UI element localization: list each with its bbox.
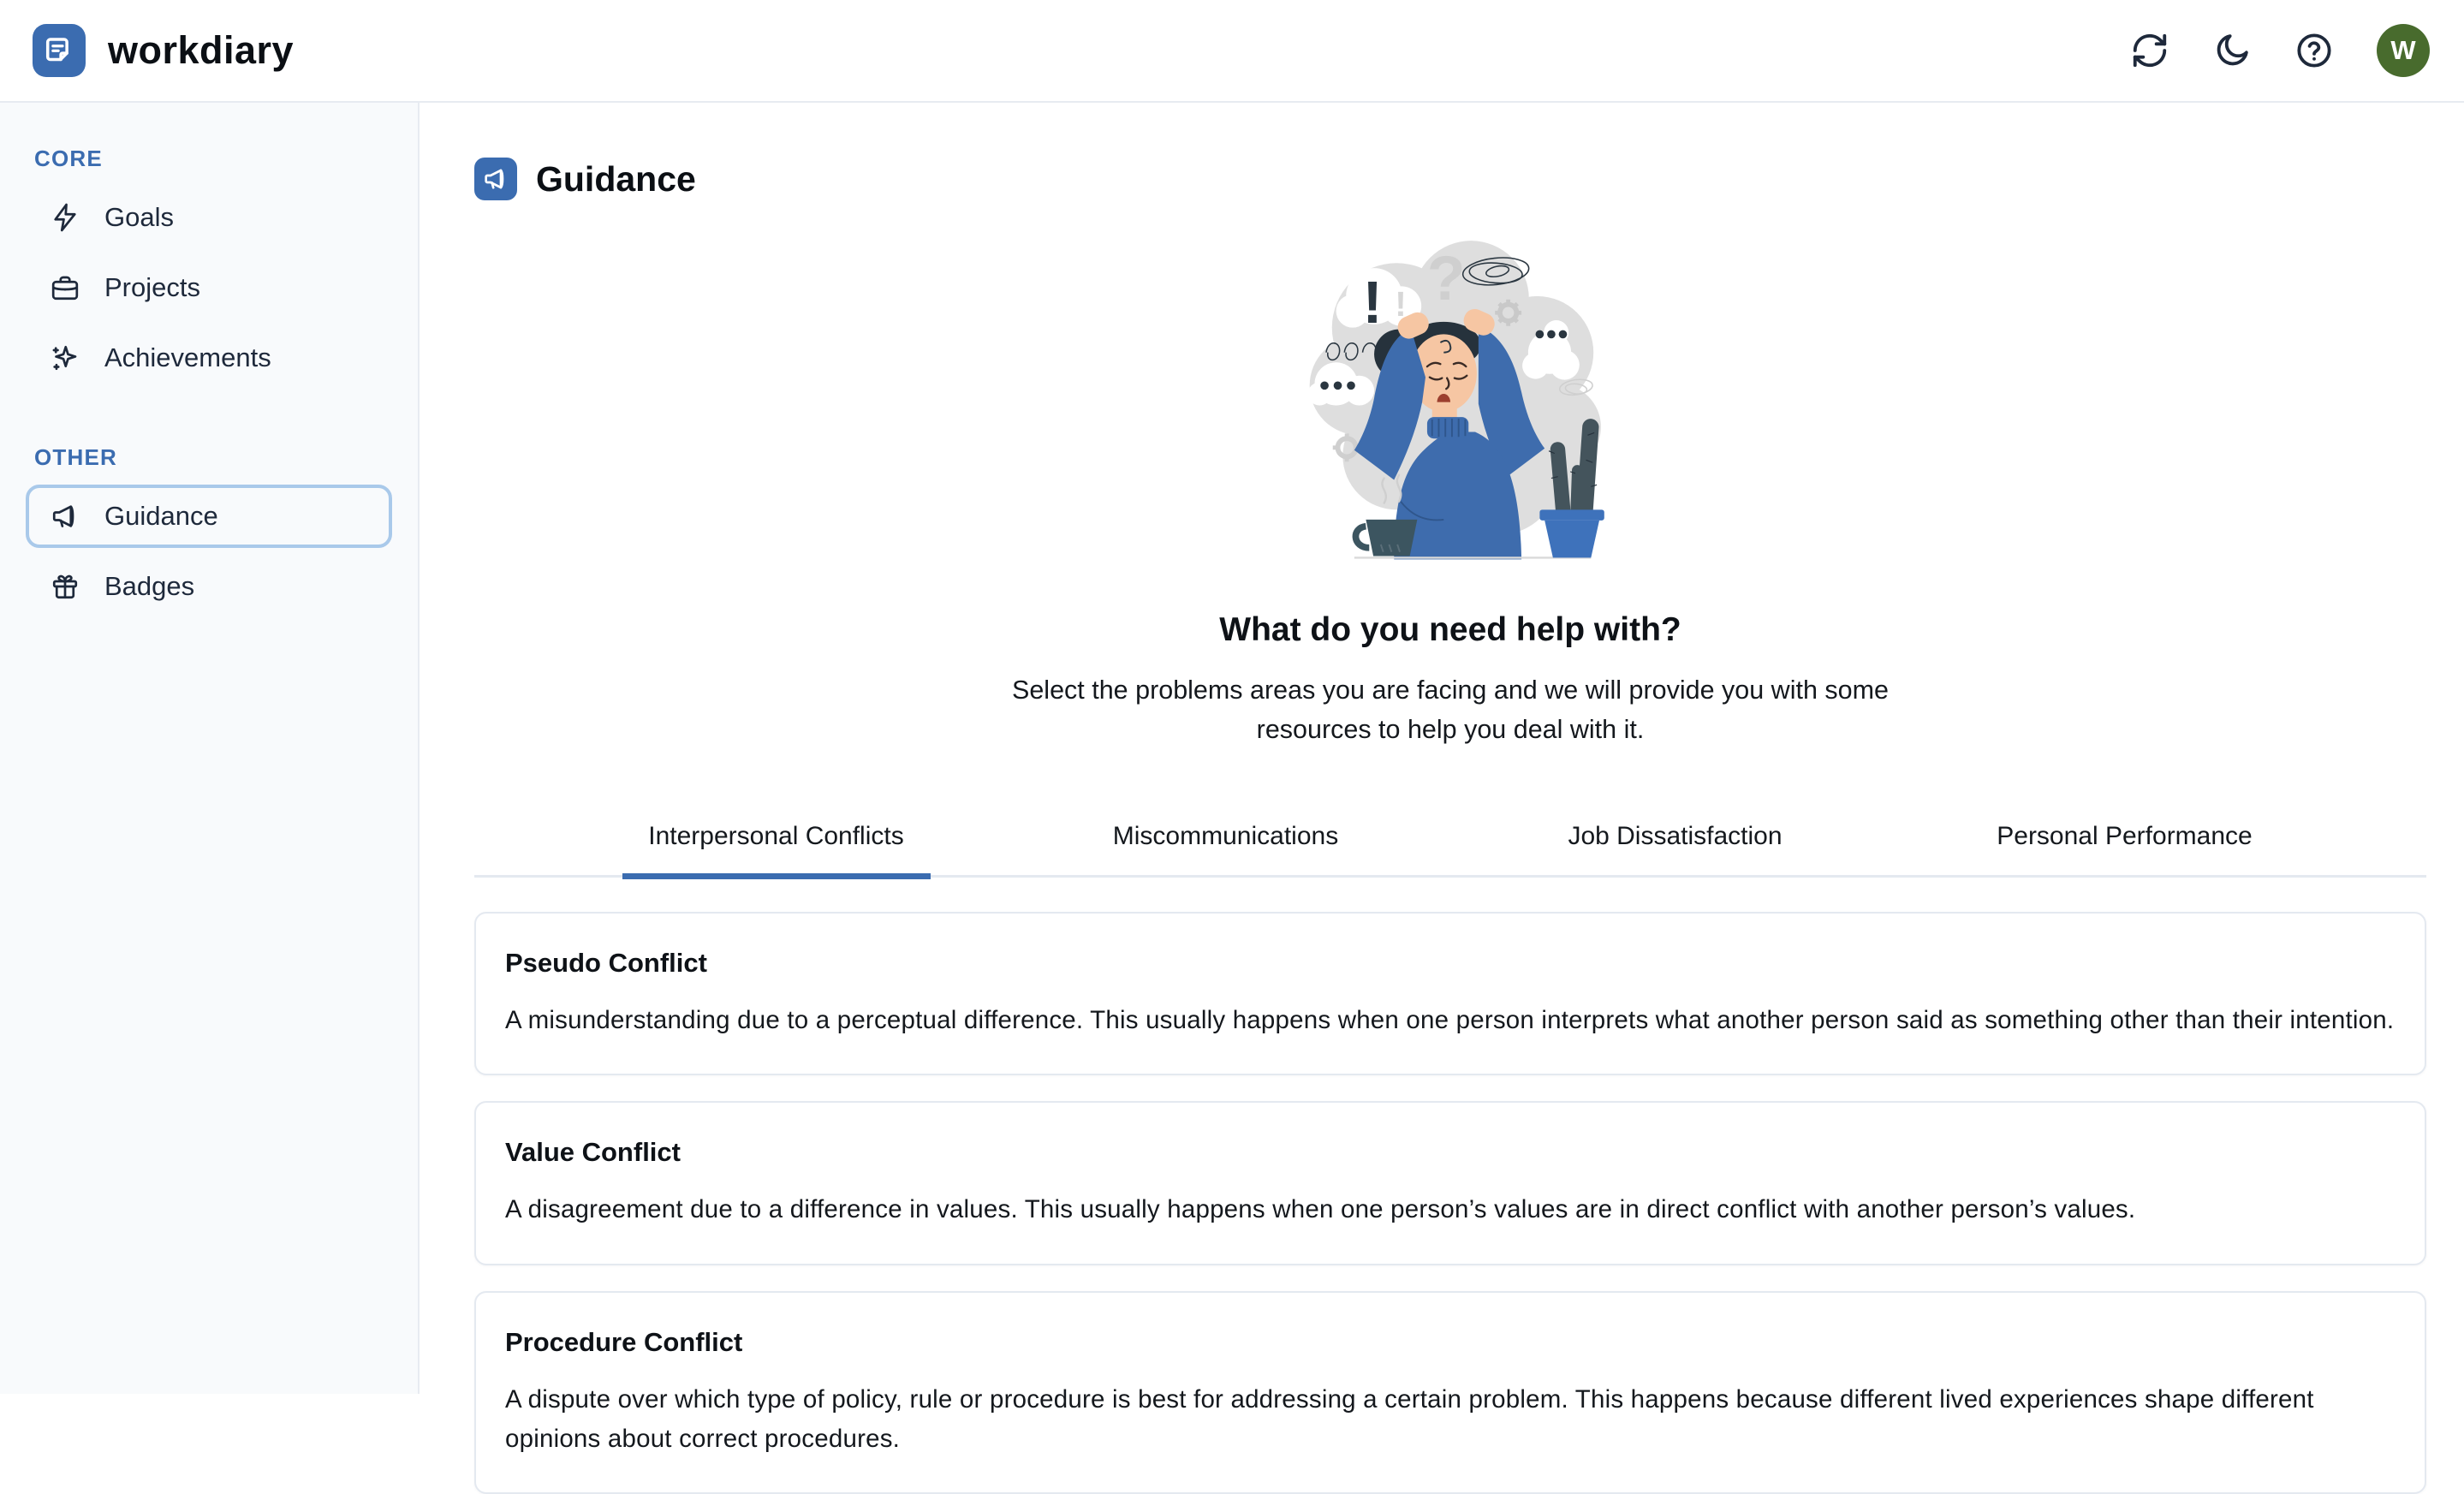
card-description: A misunderstanding due to a perceptual difference. This usually happens when one person interprets what another person said as something other than their intention.: [505, 1001, 2396, 1040]
card-title: Pseudo Conflict: [505, 948, 2396, 979]
sidebar-item-goals[interactable]: [26, 186, 392, 249]
tab-bar: [474, 822, 2426, 878]
card-pseudo-conflict[interactable]: [474, 912, 2426, 1076]
sidebar-item-label: Projects: [104, 272, 200, 303]
card-description: A dispute over which type of policy, rule or procedure is best for addressing a certain problem. This happens because different lived experiences shape different opinions about correct procedures.: [505, 1380, 2396, 1458]
sidebar: [0, 103, 420, 1394]
sidebar-item-guidance[interactable]: [26, 485, 392, 548]
hero-subtitle-line-1: Select the problems areas you are facing and we will provide you with some: [474, 671, 2426, 711]
header-actions: [2130, 24, 2430, 77]
page-header: [474, 158, 2426, 200]
help-circle-icon[interactable]: [2294, 31, 2334, 70]
sidebar-section-other: [26, 444, 392, 618]
hero-heading: What do you need help with?: [474, 611, 2426, 649]
tab-personal-performance[interactable]: Personal Performance: [1900, 822, 2349, 875]
hero: [474, 226, 2426, 750]
page-title: Guidance: [536, 159, 696, 199]
app-title: workdiary: [108, 28, 294, 73]
gift-icon: [50, 571, 80, 602]
sync-icon[interactable]: [2130, 31, 2169, 70]
svg-text:!: !: [1395, 284, 1407, 324]
note-icon: [33, 24, 86, 77]
hero-subtitle-line-2: resources to help you deal with it.: [474, 711, 2426, 750]
sidebar-item-label: Badges: [104, 571, 194, 602]
brand[interactable]: [33, 24, 294, 77]
sparkles-icon: [50, 342, 80, 373]
sidebar-item-projects[interactable]: [26, 256, 392, 319]
sidebar-item-label: Goals: [104, 202, 174, 233]
card-title: Value Conflict: [505, 1137, 2396, 1168]
sidebar-item-label: Achievements: [104, 342, 271, 373]
briefcase-icon: [50, 272, 80, 303]
main-content: [420, 103, 2464, 1394]
card-description: A disagreement due to a difference in values. This usually happens when one person’s values are in direct conflict with another person’s values.: [505, 1190, 2396, 1229]
card-value-conflict[interactable]: [474, 1101, 2426, 1265]
card-list: [474, 912, 2426, 1494]
section-label: OTHER: [34, 444, 392, 471]
megaphone-icon: [50, 501, 80, 532]
card-title: Procedure Conflict: [505, 1327, 2396, 1358]
sidebar-section-core: [26, 146, 392, 390]
svg-text:?: ?: [1427, 242, 1466, 313]
stressed-person-illustration: [1301, 226, 1599, 562]
app-header: [0, 0, 2464, 103]
tab-interpersonal-conflicts[interactable]: Interpersonal Conflicts: [551, 822, 1001, 875]
avatar[interactable]: W: [2377, 24, 2430, 77]
hero-subtitle: [474, 671, 2426, 750]
sidebar-item-badges[interactable]: [26, 555, 392, 618]
zap-icon: [50, 202, 80, 233]
card-procedure-conflict[interactable]: [474, 1291, 2426, 1494]
svg-text:!: !: [1363, 269, 1383, 336]
megaphone-icon: [474, 158, 517, 200]
section-label: CORE: [34, 146, 392, 172]
moon-icon[interactable]: [2212, 31, 2252, 70]
sidebar-item-label: Guidance: [104, 501, 218, 532]
tab-miscommunications[interactable]: Miscommunications: [1001, 822, 1450, 875]
sidebar-item-achievements[interactable]: [26, 326, 392, 390]
tab-job-dissatisfaction[interactable]: Job Dissatisfaction: [1450, 822, 1900, 875]
